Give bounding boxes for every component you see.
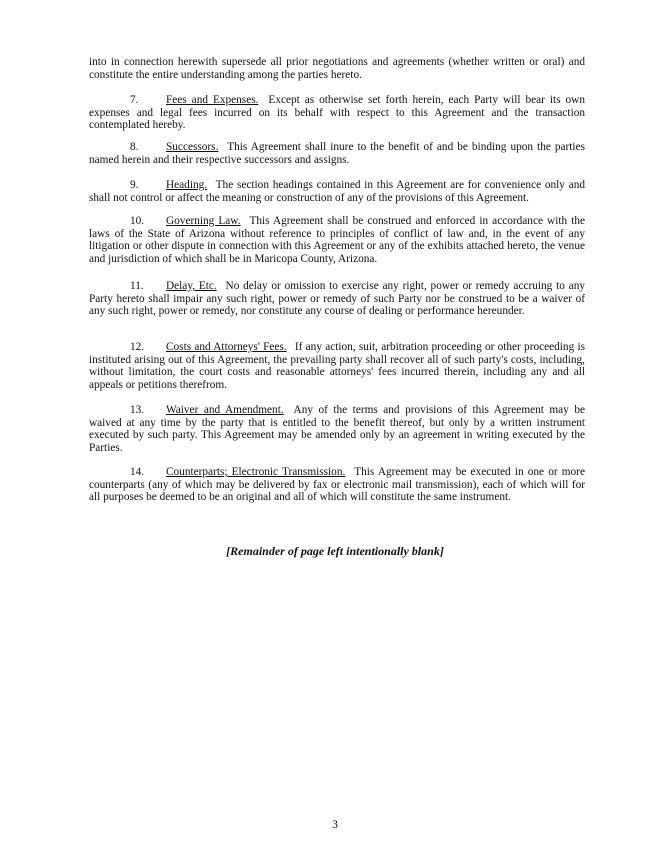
- section-heading: Counterparts; Electronic Transmission.: [166, 466, 346, 478]
- section-10: [89, 215, 585, 265]
- section-7: [89, 94, 585, 132]
- section-heading: Delay, Etc.: [166, 280, 217, 292]
- section-number: 12.: [130, 341, 145, 353]
- section-body: Except as otherwise set forth herein, each Party will bear its own expenses and legal fees incurred on its behalf with respect to this Agreement and the transaction contemplated hereby.: [89, 94, 585, 132]
- section-14: [89, 466, 585, 504]
- section-number: 11.: [130, 280, 144, 292]
- section-body: This Agreement may be executed in one or more counterparts (any of which may be delivered by fax or electronic mail transmission), each of which will for all purposes be deemed to be an original and all of which will constitute the same instrument.: [89, 466, 585, 504]
- section-body: If any action, suit, arbitration proceeding or other proceeding is instituted arising out of this Agreement, the prevailing party shall recover all of such party's costs, including, without limitation, the court costs and reasonable attorneys' fees incurred therein, including any and all appeals or petitions therefrom.: [89, 341, 586, 391]
- remainder-blank-note: [Remainder of page left intentionally blank]: [226, 544, 444, 558]
- section-number: 7.: [130, 94, 139, 106]
- section-heading: Waiver and Amendment.: [166, 404, 284, 416]
- section-heading: Successors.: [166, 141, 219, 153]
- section-13: [89, 404, 585, 454]
- section-body: This Agreement shall be construed and enforced in accordance with the laws of the State of Arizona without reference to principles of conflict of law and, in the event of any litigation or other dispute in connection with this Agreement or any of the exhibits attached hereto, the venue and jurisdiction of which shall be in Maricopa County, Arizona.: [89, 215, 586, 265]
- section-heading: Fees and Expenses.: [166, 94, 259, 106]
- section-11: [89, 280, 585, 318]
- continuation-paragraph: [89, 56, 585, 81]
- section-number: 9.: [130, 179, 139, 191]
- section-number: 14.: [130, 466, 145, 478]
- section-12: [89, 341, 585, 391]
- section-8: [89, 141, 585, 166]
- section-heading: Costs and Attorneys' Fees.: [166, 341, 287, 353]
- section-body: This Agreement shall inure to the benefit of and be binding upon the parties named herein and their respective successors and assigns.: [89, 141, 585, 166]
- section-heading: Heading.: [166, 179, 208, 191]
- section-heading: Governing Law.: [166, 215, 241, 227]
- section-9: [89, 179, 585, 204]
- page-number: 3: [332, 819, 338, 831]
- continuation-text: into in connection herewith supersede all prior negotiations and agreements (whether written or oral) and constitute the entire understanding among the parties hereto.: [89, 56, 585, 81]
- section-number: 10.: [130, 215, 145, 227]
- section-number: 8.: [130, 141, 139, 153]
- section-body: Any of the terms and provisions of this Agreement may be waived at any time by the party that is entitled to the benefit thereof, but only by a written instrument executed by such party. This Agreement may be amended only by an agreement in writing executed by the Parties.: [89, 404, 585, 454]
- section-number: 13.: [130, 404, 145, 416]
- section-body: The section headings contained in this Agreement are for convenience only and shall not control or affect the meaning or construction of any of the provisions of this Agreement.: [89, 179, 585, 204]
- section-body: No delay or omission to exercise any right, power or remedy accruing to any Party hereto shall impair any such right, power or remedy of such Party nor be construed to be a waiver of any such right, power or remedy, nor constitute any course of dealing or performance hereunder.: [89, 280, 585, 318]
